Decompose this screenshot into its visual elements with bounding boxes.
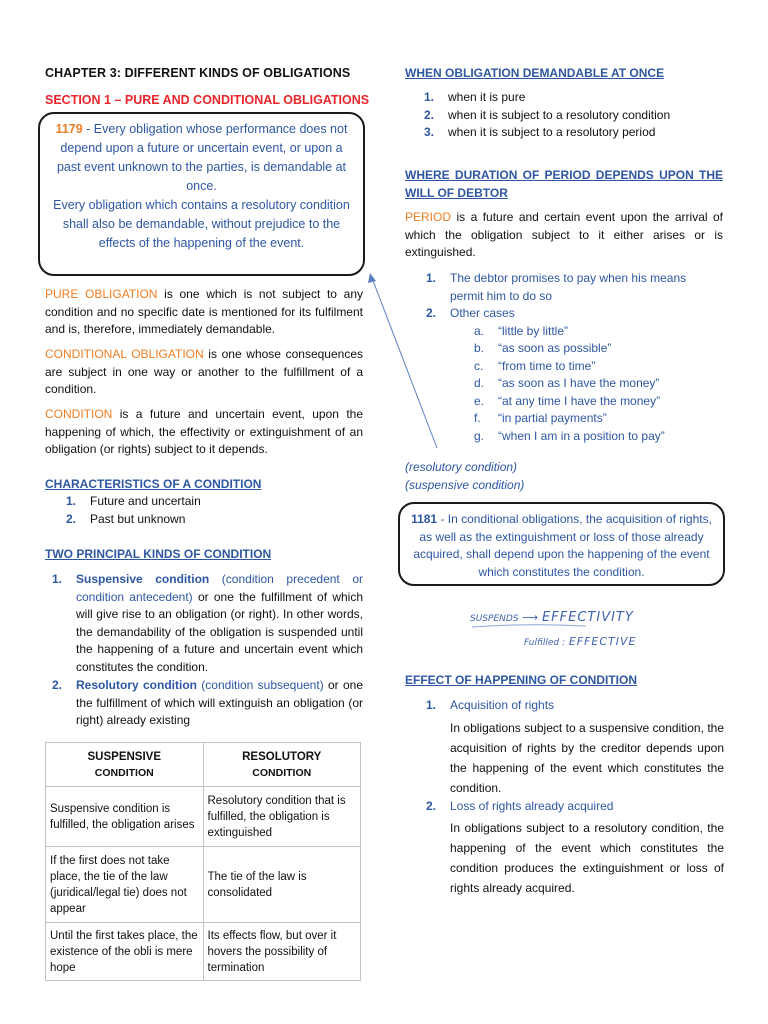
two-kinds-heading: TWO PRINCIPAL KINDS OF CONDITION [45,547,272,561]
article-1179-text: - Every obligation whose performance does not depend upon a future or uncertain event, or upon a past event unknown to the parties, is demandable at once. [56,122,348,193]
period-term: PERIOD [405,210,452,224]
list-item: 3. when it is subject to a resolutory period [424,125,656,139]
article-1181-number: 1181 [411,512,438,526]
table-row: Until the first takes place, the existence of the obli is mere hope Its effects flow, but over it hovers the possibility of termination [46,923,361,981]
pure-obligation-text: is one which is not subject to any condition and no specific date is mentioned for its fulfilment and is, therefore, immediately demandable. [45,287,363,336]
list-item: g. “when I am in a position to pay” [474,428,665,443]
article-1181-text: - In conditional obligations, the acquisition of rights, as well as the extinguishment or loss of those already acquired, shall depend upon the happening of the event which constitutes the condition. [413,512,712,579]
effect-2-text: In obligations subject to a resolutory condition, the happening of the event which constitutes the condition produces the extinguishment or loss of rights already acquired. [450,821,724,895]
list-item: d. “as soon as I have the money” [474,376,660,390]
list-item: 1. when it is pure [424,90,526,104]
note-suspensive: (suspensive condition) [405,478,525,492]
handwritten-suspends: SUSPENDS [470,614,519,624]
article-1179-number: 1179 [55,122,83,136]
duration-heading: WHERE DURATION OF PERIOD DEPENDS UPON THE WILL OF DEBTOR [405,168,723,200]
chapter-title: CHAPTER 3: DIFFERENT KINDS OF OBLIGATIONS [45,66,351,80]
list-item: e. “at any time I have the money” [474,393,661,408]
list-item: 1. Acquisition of rights [426,698,555,712]
condition-term: CONDITION [45,407,113,421]
table-header-suspensive: SUSPENSIVE CONDITION [46,743,204,787]
conditional-obligation-term: CONDITIONAL OBLIGATION [45,347,204,361]
condition-text: is a future and uncertain event, upon the happening of which, the effectivity or extinguishment of an obligation (or rights) subject to it depends. [45,407,363,456]
conditional-obligation-text: is one whose consequences are subject in one way or another to the fulfillment of a condition. [45,347,363,396]
list-item: 2. Other cases [426,306,515,320]
characteristics-heading: CHARACTERISTICS OF A CONDITION [45,477,262,491]
list-item: 2. Past but unknown [66,511,186,526]
list-item: 1. The debtor promises to pay when his means permit him to do so [426,271,687,303]
demandable-at-once-heading: WHEN OBLIGATION DEMANDABLE AT ONCE [405,66,665,80]
handwritten-effective: EFFECTIVE [568,635,637,648]
table-row: If the first does not take place, the tie of the law (juridical/legal tie) does not appear The tie of the law is consolidated [46,847,361,923]
list-item: c. “from time to time” [474,358,596,373]
table-row: Suspensive condition is fulfilled, the obligation arises Resolutory condition that is fulfilled, the obligation is extinguished [46,787,361,847]
list-item: b. “as soon as possible” [474,341,612,355]
list-item: 2. when it is subject to a resolutory condition [424,107,671,122]
article-1179-text-2: Every obligation which contains a resolutory condition shall also be demandable, without prejudice to the effects of the happening of the event. [53,198,350,250]
list-item: 2. Resolutory condition (condition subsequent) or one the fulfillment of which will extinguish an obligation (or right) already existing [52,678,364,727]
list-item: a. “little by little” [474,323,569,338]
list-item: f. “in partial payments” [474,411,607,425]
handwritten-effectivity: EFFECTIVITY [541,610,634,625]
table-header-resolutory: RESOLUTORY CONDITION [203,743,361,787]
list-item: 2. Loss of rights already acquired [426,798,614,813]
list-item: 1. Suspensive condition (condition precedent or condition antecedent) or one the fulfillment of which will give rise to an obligation (or right). In other words, the demandability of the obligation is suspended until the happening of a future and uncertain event which constitutes the condition. [52,572,364,674]
effect-1-text: In obligations subject to a suspensive condition, the acquisition of rights by the creditor depends upon the happening of the event which constitutes the condition. [450,720,724,795]
period-text: is a future and certain event upon the arrival of which the obligation subject to it either arises or is extinguished. [405,210,723,259]
handwritten-fulfilled: Fulfilled : [524,638,565,648]
pure-obligation-term: PURE OBLIGATION [45,287,158,301]
effect-heading: EFFECT OF HAPPENING OF CONDITION [405,673,638,687]
arrow-right-icon: ⟶ [522,611,539,624]
section-title: SECTION 1 – PURE AND CONDITIONAL OBLIGATIONS [45,93,370,107]
list-item: 1. Future and uncertain [66,494,201,508]
note-resolutory: (resolutory condition) [405,460,518,474]
